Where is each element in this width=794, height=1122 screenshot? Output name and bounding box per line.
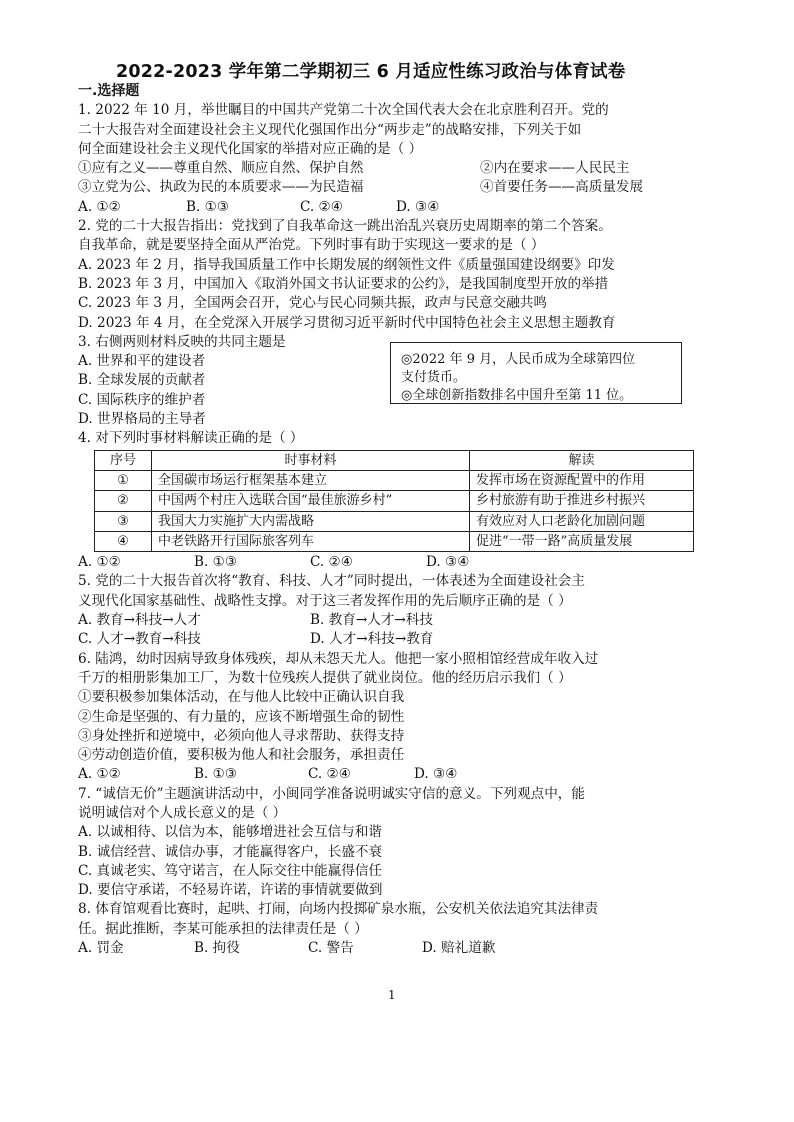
material-line: 支付货币。 — [401, 370, 467, 385]
table-row — [95, 511, 694, 531]
statement-1: ①要积极参加集体活动，在与他人比较中正确认识自我 — [78, 689, 405, 706]
question-stem-line: 说明诚信对个人成长意义的是（ ） — [78, 804, 287, 821]
question-stem-line: 4. 对下列时事材料解读正确的是（ ） — [78, 430, 304, 447]
table-cell: ② — [95, 491, 152, 511]
question-5 — [78, 572, 768, 649]
option-b[interactable]: B. ①③ — [194, 554, 238, 571]
table-cell: ③ — [95, 511, 152, 531]
question-list — [78, 82, 768, 958]
option-d[interactable]: D. ③④ — [414, 766, 458, 783]
table-header: 序号 — [95, 450, 152, 470]
section-heading: 一.选择题 — [78, 83, 140, 99]
option-a[interactable]: A. 2023 年 2 月，指导我国质量工作中长期发展的纲领性文件《质量强国建设纲要》印发 — [78, 256, 615, 273]
table-row — [95, 491, 694, 511]
table-cell: 我国大力实施扩大内需战略 — [152, 511, 470, 531]
statement-2: ②生命是坚强的、有力量的，应该不断增强生命的韧性 — [78, 708, 405, 725]
option-b[interactable]: B. ①③ — [194, 766, 238, 783]
option-c[interactable]: C. ②④ — [300, 198, 343, 215]
page-number: 1 — [388, 988, 396, 1002]
question-stem-line: 二十大报告对全面建设社会主义现代化强国作出分“两步走”的战略安排，下列关于如 — [78, 121, 582, 138]
option-a[interactable]: A. ①② — [78, 198, 121, 215]
table-cell: 全国碳市场运行框架基本建立 — [152, 470, 470, 490]
answer-options — [78, 630, 768, 649]
answer-options — [78, 939, 768, 958]
table-cell: ④ — [95, 531, 152, 551]
option-a[interactable]: A. 以诚相待、以信为本，能够增进社会互信与和谐 — [78, 824, 382, 841]
statement-4: ④首要任务——高质量发展 — [480, 179, 644, 196]
statement-row — [78, 178, 768, 197]
option-d[interactable]: D. 赔礼道歉 — [422, 940, 496, 957]
exam-title: 2022-2023 学年第二学期初三 6 月适应性练习政治与体育试卷 — [116, 62, 626, 82]
answer-options — [78, 198, 768, 217]
table-cell: 发挥市场在资源配置中的作用 — [470, 470, 694, 490]
table-cell: 促进“一带一路”高质量发展 — [470, 531, 694, 551]
option-b[interactable]: B. 教育→人才→科技 — [310, 612, 433, 629]
question-7 — [78, 785, 768, 901]
answer-options — [78, 611, 768, 630]
question-stem-line: 7. “诚信无价”主题演讲活动中，小闽同学准备说明诚实守信的意义。下列观点中，能 — [78, 785, 585, 802]
option-a[interactable]: A. 教育→科技→人才 — [78, 612, 201, 629]
question-stem-line: 千万的相册影集加工厂，为数十位残疾人提供了就业岗位。他的经历启示我们（ ） — [78, 669, 572, 686]
table-cell: ① — [95, 470, 152, 490]
q3-materials-box — [390, 342, 682, 404]
table-header: 时事材料 — [152, 450, 470, 470]
statement-4: ④劳动创造价值，要积极为他人和社会服务，承担责任 — [78, 747, 405, 764]
question-stem-line: 5. 党的二十大报告首次将“教育、科技、人才”同时提出，一体表述为全面建设社会主 — [78, 573, 585, 590]
table-cell: 中国两个村庄入选联合国“最佳旅游乡村” — [152, 491, 470, 511]
question-6 — [78, 650, 768, 785]
option-d[interactable]: D. 世界格局的主导者 — [78, 411, 206, 428]
question-stem-line: 8. 体育馆观看比赛时，起哄、打闹，向场内投掷矿泉水瓶，公安机关依法追究其法律责 — [78, 901, 599, 918]
table-cell: 中老铁路开行国际旅客列车 — [152, 531, 470, 551]
answer-options — [78, 553, 768, 572]
statement-3: ③身处挫折和逆境中，必须向他人寻求帮助、获得支持 — [78, 727, 405, 744]
statement-2: ②内在要求——人民民主 — [480, 160, 630, 177]
option-a[interactable]: A. 罚金 — [78, 940, 124, 957]
question-stem-line: 自我革命，就是要坚持全面从严治党。下列时事有助于实现这一要求的是（ ） — [78, 237, 545, 254]
question-8 — [78, 900, 768, 958]
question-stem-line: 义现代化国家基础性、战略性支撑。对于这三者发挥作用的先后顺序正确的是（ ） — [78, 592, 572, 609]
option-c[interactable]: C. 2023 年 3 月，全国两会召开，党心与民心同频共振，政声与民意交融共鸣 — [78, 295, 547, 312]
option-b[interactable]: B. 诚信经营、诚信办事，才能赢得客户，长盛不衰 — [78, 843, 383, 860]
option-d[interactable]: D. ③④ — [396, 198, 440, 215]
option-a[interactable]: A. 世界和平的建设者 — [78, 353, 206, 370]
question-2 — [78, 217, 768, 333]
question-stem-line: 2. 党的二十大报告指出：党找到了自我革命这一跳出治乱兴衰历史周期率的第二个答案。 — [78, 218, 612, 235]
material-line: ◎全球创新指数排名中国升至第 11 位。 — [401, 388, 633, 403]
question-stem-line: 3. 右侧两则材料反映的共同主题是 — [78, 333, 286, 350]
statement-1: ①应有之义——尊重自然、顺应自然、保护自然 — [78, 160, 364, 177]
option-c[interactable]: C. 警告 — [308, 940, 354, 957]
question-stem-line: 6. 陆鸿，幼时因病导致身体残疾，却从未怨天尤人。他把一家小照相馆经营成年收入过 — [78, 650, 599, 667]
option-c[interactable]: C. 国际秩序的维护者 — [78, 391, 206, 408]
option-c[interactable]: C. ②④ — [310, 554, 353, 571]
answer-options — [78, 765, 768, 784]
material-line: ◎2022 年 9 月，人民币成为全球第四位 — [401, 352, 636, 367]
option-d[interactable]: D. 人才→科技→教育 — [310, 631, 434, 648]
option-c[interactable]: C. 人才→教育→科技 — [78, 631, 201, 648]
option-d[interactable]: D. 2023 年 4 月，在全党深入开展学习贯彻习近平新时代中国特色社会主义思想主题教育 — [78, 314, 616, 331]
table-row — [95, 531, 694, 551]
option-b[interactable]: B. 拘役 — [194, 940, 240, 957]
table-header-row — [95, 450, 694, 470]
option-c[interactable]: C. ②④ — [308, 766, 351, 783]
option-b[interactable]: B. 2023 年 3 月，中国加入《取消外国文书认证要求的公约》，是我国制度型开放的举措 — [78, 275, 609, 292]
option-a[interactable]: A. ①② — [78, 554, 121, 571]
question-stem-line: 1. 2022 年 10 月，举世瞩目的中国共产党第二十次全国代表大会在北京胜利召开。党的 — [78, 102, 609, 119]
table-header: 解读 — [470, 450, 694, 470]
table-cell: 乡村旅游有助于推进乡村振兴 — [470, 491, 694, 511]
table-row — [95, 470, 694, 490]
current-events-table — [94, 450, 694, 552]
question-4 — [78, 429, 768, 572]
option-d[interactable]: D. 要信守承诺，不轻易许诺，许诺的事情就要做到 — [78, 882, 383, 899]
question-stem-line: 任。据此推断，李某可能承担的法律责任是（ ） — [78, 920, 368, 937]
option-b[interactable]: B. 全球发展的贡献者 — [78, 372, 206, 389]
statement-3: ③立党为公、执政为民的本质要求——为民造福 — [78, 179, 364, 196]
question-stem-line: 何全面建设社会主义现代化国家的举措对应正确的是（ ） — [78, 140, 423, 157]
option-d[interactable]: D. ③④ — [426, 554, 470, 571]
statement-row — [78, 159, 768, 178]
table-cell: 有效应对人口老龄化加剧问题 — [470, 511, 694, 531]
option-b[interactable]: B. ①③ — [186, 198, 230, 215]
question-1 — [78, 101, 768, 217]
option-c[interactable]: C. 真诚老实、笃守诺言，在人际交往中能赢得信任 — [78, 862, 383, 879]
option-a[interactable]: A. ①② — [78, 766, 121, 783]
